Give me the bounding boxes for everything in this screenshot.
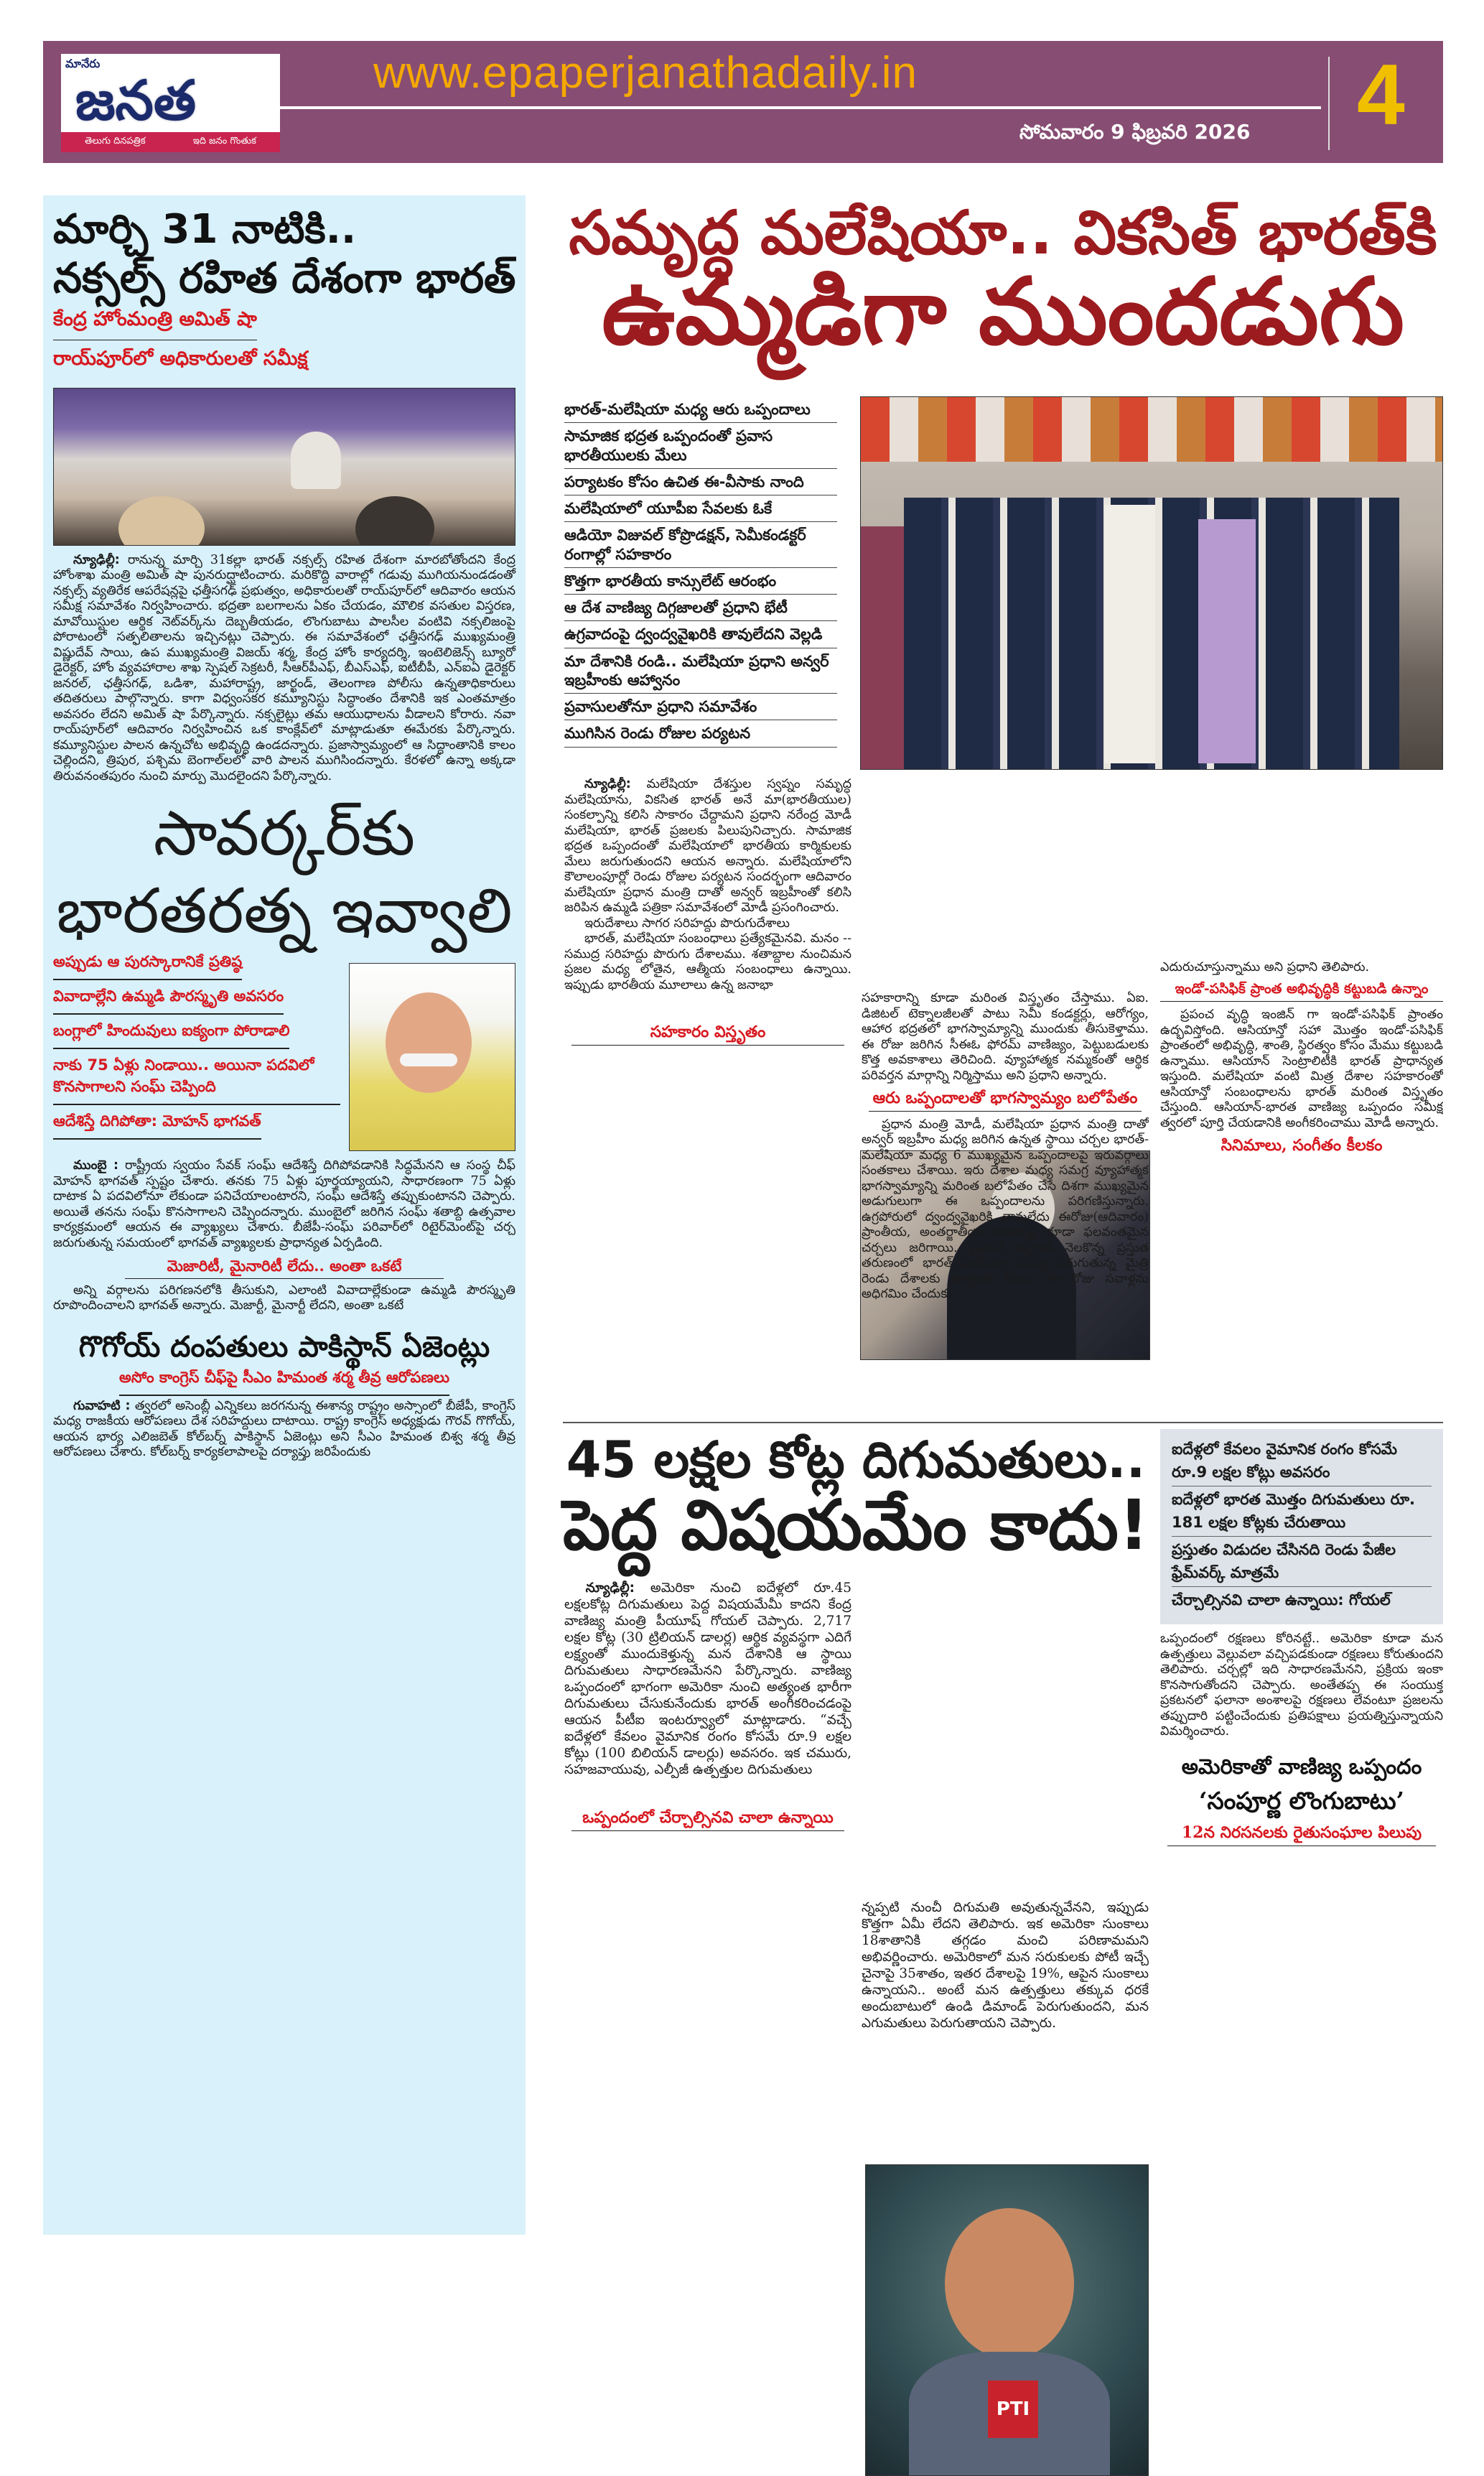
- highlight-item: పర్యాటకం కోసం ఉచిత ఈ-వీసాకు నాంది: [564, 469, 837, 495]
- newspaper-logo[interactable]: [61, 54, 280, 152]
- goyal-body-col2: [862, 1899, 1149, 2233]
- logo-prefix: మానేరు: [65, 57, 101, 70]
- body-text: సహకారాన్ని కూడా మరింత విస్తృతం చేస్తాము. ఏఐ. డిజిటల్ టెక్నాలజీలతో పాటు సెమీ కండక్టర్లు, ఆరోగ్యం, ఆహార భద్రతలో భాగస్వామ్యాన్ని ముందుకు తీసుకెళ్తాము. ఈ రోజు జరిగిన సీఈఓ ఫోరమ్ వాణిజ్యం, పెట్టుబడులకు కొత్త అవకాశాలు తెరిచింది. వ్యూహాత్మక నమ్మకంతో ఆర్థిక పరివర్తన మార్గాన్ని నిర్మిస్తాము అని ప్రధాని అన్నారు.: [862, 991, 1149, 1083]
- highlight-item: ఆ దేశ వాణిజ్య దిగ్గజాలతో ప్రధాని భేటీ: [564, 595, 837, 621]
- naxal-article: [53, 195, 515, 784]
- highlight-item: చేర్చాల్సినవి చాలా ఉన్నాయి: గోయల్: [1172, 1591, 1391, 1609]
- body-text: రాష్ట్రీయ స్వయం సేవక్ సంఘ్ ఆదేశిస్తే దిగిపోవడానికి సిద్ధమేనని ఆ సంస్థ చీఫ్ మోహన్ భాగవత్ స్పష్టం చేశారు. తనకు 75 ఏళ్లు పూర్తయ్యాయని, సాధారణంగా 75 ఏళ్లు దాటాక ఏ పదవిలోనూ లేకుండా పనిచేయాలంటారని, సంఘ్ ఆదేశిస్తే తప్పుకుంటానని చెప్పారు. అయితే తనను సంఘ్ కొనసాగాలని చెప్పిందన్నారు. ముంబైలో జరిగిన సంఘ్ శతాబ్ది ఉత్సవాల కార్యక్రమంలో ఆయన ఈ వ్యాఖ్యలు చేశారు. బీజేపీ-సంఘ్ పరివార్‌లో రిటైర్‌మెంట్‌పై చర్చ జరుగుతున్న సమయంలో భాగవత్ వ్యాఖ్యలకు ప్రాధాన్యత ఏర్పడింది.: [53, 1158, 515, 1250]
- body-text: ఎదురుచూస్తున్నాము అని ప్రధాని తెలిపారు.: [1160, 960, 1370, 974]
- goyal-body-col3: [1160, 1632, 1443, 2235]
- body-text: ప్రధాన మంత్రి మోడీ, మలేషియా ప్రధాన మంత్రి దాతో అన్వర్ ఇబ్రహీం మధ్య జరిగిన ఉన్నత స్థాయి చర్చల భారత్-మలేషియా మధ్య 6 ముఖ్యమైన ఒప్పందాలపై ఇరువర్గాలు సంతకాలు చేశాయి. ఇరు దేశాల మధ్య సమగ్ర వ్యూహాత్మక భాగస్వామ్యాన్ని మరింత బలోపేతం చేసే దిశగా ముఖ్యమైన అడుగులుగా ఈ ఒప్పందాలను పరిగణిస్తున్నారు. ఉగ్రపోరులో ద్వంద్వవైఖరికి తావులేదు ఈరోజు(ఆదివారం) ప్రాంతీయ, అంతర్జాతీయ అంశాలపై కూడా ఫలవంతమైన చర్చలు జరిగాయి. ప్రపంచ అస్థిరత నెలకొన్న ప్రస్తుత తరుణంలో భారత్-మలేషియా మధ్య పెరుగుతున్న మైత్రి రెండు దేశాలకు అత్యంత కీలకం. ఈ రోజు సవాళ్లను అధిగమిం చేందుకు: [862, 1117, 1149, 1301]
- highlight-item: కొత్తగా భారతీయ కాన్సులేట్ ఆరంభం: [564, 568, 837, 595]
- body-text: ఇరుదేశాలు సాగర సరిహద్దు పొరుగుదేశాలు: [584, 916, 790, 931]
- malaysia-body-col3: [1160, 777, 1443, 1416]
- malaysia-headline-line1: సమృద్ధ మలేషియా.. వికసిత్ భారత్‌కి: [569, 197, 1437, 268]
- savarkar-subhead: ఆదేశిస్తే దిగిపోతా: మోహన్ భాగవత్: [53, 1108, 261, 1140]
- savarkar-subhead: నాకు 75 ఏళ్లు నిండాయి.. అయినా పదవిలో కొనసాగాలని సంఘ్ చెప్పింది: [53, 1052, 340, 1105]
- naxal-body: [53, 553, 515, 785]
- subhead-six-agreements: ఆరు ఒప్పందాలతో భాగస్వామ్యం బలోపేతం: [869, 1088, 1142, 1112]
- highlight-item: మా దేశానికి రండి.. మలేషియా ప్రధాని అన్వర్ ఇబ్రహీంకు ఆహ్వానం: [564, 648, 837, 694]
- farmers-subhead: 12న నిరసనలకు రైతుసంఘాల పిలుపు: [1167, 1823, 1436, 1846]
- dateline: న్యూఢిల్లీ:: [585, 1581, 635, 1596]
- naxal-headline-line2: నక్సల్స్ రహిత దేశంగా భారత్: [53, 253, 516, 303]
- savarkar-headline-line1: సావర్కర్‌కు: [153, 798, 416, 870]
- dateline: న్యూఢిల్లీ:: [584, 777, 631, 791]
- issue-date: సోమవారం 9 ఫిబ్రవరి 2026: [1019, 120, 1251, 144]
- malaysia-headline: [563, 197, 1443, 366]
- left-column: [43, 195, 526, 2235]
- savarkar-subhead: వివాదాల్లేని ఉమ్మడి పౌరస్మృతి అవసరం: [53, 983, 284, 1015]
- dateline: ముంబై :: [73, 1158, 119, 1173]
- body-text: రానున్న మార్చి 31కల్లా భారత్ నక్సల్స్ రహిత దేశంగా మారబోతోందని కేంద్ర హోంశాఖ మంత్రి అమిత్ షా పునరుద్ఘాటించారు. మరికొద్ది వారాల్లో గడువు ముగియనుండడంతో నక్సల్స్ వ్యతిరేక ఆపరేషన్లపై ఛత్తీసగఢ్ ప్రభుత్వం, అధికారులతో రాయ్‌పూర్‌లో ఆదివారం ఆయన సమీక్ష సమావేశం నిర్వహించారు. భద్రతా బలగాలను ఏకం చేయడం, మౌలిక వసతుల విస్తరణ, మావోయిస్టుల ఆర్థిక నెట్‌వర్క్‌ను దెబ్బతీయడం, లొంగుబాటు పాలసీల వంటివి నక్సలిజంపై పోరాటంలో సత్ఫలితాలను ఇచ్చినట్లు చెప్పారు. ఈ సమావేశంలో ఛత్తీసగఢ్ ముఖ్యమంత్రి విష్ణుదేవ్ సాయి, ఉప ముఖ్యమంత్రి విజయ్ శర్మ, కేంద్ర హోం కార్యదర్శి, ఇంటెలిజెన్స్ బ్యూరో డైరెక్టర్, హోం వ్యవహారాల శాఖ స్పెషల్ సెక్రటరీ, సీఆర్‌పీఎఫ్, బీఎస్ఎఫ్, ఐటీబీపీ, ఎన్ఐఏ డైరెక్టర్ జనరల్, ఛత్తీసగఢ్, ఒడిశా, మహారాష్ట్ర, జార్ఖండ్, తెలంగాణ పోలీసు ఉన్నతాధికారులు తదితరులు పాల్గొన్నారు. కాగా విధ్వంసకర కమ్యూనిస్టు సిద్ధాంతం దేశానికి ఇక ఎంతమాత్రం అవసరం లేదని అమిత్ షా పేర్కొన్నారు. నక్సలైట్లు తమ ఆయుధాలను వీడాలని కోరారు. నవా రాయ్‌పూర్‌లో ఆదివారం నిర్వహించిన ఒక కాంక్లేవ్‌లో మాట్లాడుతూ ఈమేరకు పేర్కొన్నారు. కమ్యూనిస్టుల పాలన ఉన్నచోట అభివృద్ధి ఉండదన్నారు. ప్రజాస్వామ్యంలో ఆ సిద్ధాంతానికి కాలం చెల్లిందని, త్రిపుర, పశ్చిమ బెంగాల్‌లలో వారి పాలన ముగిసిందన్నారు. కేరళలో ఉన్నా అక్కడా తిరువనంతపురం నుంచి మార్పు మొదలైందని పేర్కొన్నారు.: [53, 552, 515, 783]
- page-number: 4: [1357, 47, 1405, 143]
- highlight-item: సామాజిక భద్రత ఒప్పందంతో ప్రవాస భారతీయులకు మేలు: [564, 423, 837, 469]
- section-divider: [563, 1422, 1443, 1423]
- malaysia-highlights: [564, 396, 837, 770]
- highlight-item: భారత్-మలేషియా మధ్య ఆరు ఒప్పందాలు: [564, 396, 837, 423]
- highlight-item: ప్రవాసులతోనూ ప్రధాని సమావేశం: [564, 694, 837, 720]
- savarkar-subhead: బంగ్లాలో హిందువులు ఐక్యంగా పోరాడాలి: [53, 1018, 289, 1049]
- goyal-headline-line1: 45 లక్షల కోట్ల దిగుమతులు..: [566, 1430, 1146, 1489]
- gogoi-body: [53, 1399, 515, 1461]
- savarkar-body: [53, 1158, 515, 1314]
- savarkar-subhead-majority: మెజారిటీ, మైనారిటీ లేదు.. అంతా ఒకటే: [125, 1255, 444, 1279]
- modi-malaysia-group-photo: [860, 396, 1443, 770]
- logo-tagline-band: [61, 132, 280, 152]
- masthead: [43, 41, 1443, 163]
- goyal-headline: [563, 1430, 1149, 1565]
- body-text: భారత్, మలేషియా సంబంధాలు ప్రత్యేకమైనవి. మనం -- సముద్ర సరిహద్దు పొరుగు దేశాలము. శతాబ్దాల నుంచిమన ప్రజల మధ్య లోతైన, ఆత్మీయ సంబంధాలు ఉన్నాయి. ఇప్పుడు భారతీయ మూలాలు ఉన్న జనాభా: [564, 931, 851, 992]
- pti-mic-label: PTI: [988, 2380, 1038, 2438]
- naxal-subhead: కేంద్ర హోంమంత్రి అమిత్ షా: [53, 304, 257, 340]
- naxal-subhead: రాయ్‌పూర్‌లో అధికారులతో సమీక్ష: [53, 347, 308, 370]
- farmers-headline-line1: అమెరికాతో వాణిజ్య ఒప్పందం: [1181, 1754, 1422, 1779]
- logo-tagline-right: ఇది జనం గొంతుక: [192, 136, 256, 146]
- highlight-item: ఆడియో విజువల్ కోప్రొడక్షన్, సెమీకండక్టర్ రంగాల్లో సహకారం: [564, 522, 837, 568]
- malaysia-body-col2: [862, 991, 1149, 1415]
- highlight-item: ఉగ్రవాదంపై ద్వంద్వవైఖరికి తావులేదని వెల్లడి: [564, 621, 837, 648]
- farmers-headline-line2: ‘సంపూర్ణ లొంగుబాటు’: [1198, 1786, 1405, 1815]
- malaysia-body-col1: [564, 777, 851, 1416]
- subhead-indo-pacific: ఇండో-పసిఫిక్ ప్రాంత అభివృద్ధికి కట్టుబడి ఉన్నాం: [1160, 979, 1443, 1002]
- body-text: త్వరలో అసెంబ్లీ ఎన్నికలు జరగనున్న ఈశాన్య రాష్ట్రం అస్సాంలో బీజేపీ, కాంగ్రెస్ మధ్య రాజకీయ ఆరోపణలు దేశ సరిహద్దులు దాటాయి. రాష్ట్ర కాంగ్రెస్ అధ్యక్షుడు గౌరవ్ గొగోయ్, ఆయన భార్య ఎలిజబెత్ కోల్‌బర్న్ పాకిస్థాన్ ఏజెంట్లు అని సీఎం హిమంత బిశ్వ శర్మ తీవ్ర ఆరోపణలు చేశారు. కోల్‌బర్న్ కార్యకలాపాలపై దర్యాప్తు జరిపేందుకు: [53, 1398, 516, 1460]
- gogoi-article: [53, 1330, 515, 1461]
- masthead-divider: [280, 106, 1321, 109]
- goyal-headline-line2: పెద్ద విషయమేం కాదు!: [563, 1485, 1149, 1565]
- site-url[interactable]: www.epaperjanathadaily.in: [373, 48, 918, 98]
- dateline: గువాహటి :: [73, 1398, 131, 1413]
- amit-shah-meeting-photo: [53, 388, 515, 546]
- body-text: ఒప్పందంలో రక్షణలు కోరినట్టే.. అమెరికా కూడా మన ఉత్పత్తులు వెల్లువలా వచ్చిపడకుండా రక్షణలు కోరుతుందని తెలిపారు. చర్చల్లో ఇది సాధారణమేనని, ప్రక్రియ ఇంకా కొనసాగుతోందని చెప్పారు. అంతేతప్ప ఈ సంయుక్త ప్రకటనలో ఫలానా అంశాలపై రక్షణలు లేవంటూ ప్రజలను తప్పుదారి పట్టించేందుకు ప్రతిపక్షాలు ప్రయత్నిస్తున్నాయని విమర్శించారు.: [1160, 1632, 1443, 1739]
- goyal-highlights-box: [1160, 1429, 1443, 1624]
- body-text: న్నప్పటి నుంచీ దిగుమతి అవుతున్నవేనని, ఇప్పుడు కొత్తగా ఏమీ లేదని తెలిపారు. ఇక అమెరికా సుంకాలు 18శాతానికి తగ్గడం మంచి పరిణామమని అభివర్ణించారు. అమెరికాలో మన సరుకులకు పోటీ ఇచ్చే చైనాపై 35శాతం, ఇతర దేశాలపై 19%, ఆపైన సుంకాలు ఉన్నాయని.. అంటే మన ఉత్పత్తులు తక్కువ ధరకే అందుబాటులో ఉండి డిమాండ్ పెరుగుతుందని, మన ఎగుమతులు పెరుగుతాయని చెప్పారు.: [862, 1900, 1149, 2031]
- body-text: అన్ని వర్గాలను పరిగణనలోకి తీసుకుని, ఎలాంటి వివాదాల్లేకుండా ఉమ్మడి పౌరస్మృతి రూపొందించాలని భాగవత్ అన్నారు. మెజార్టీ, మైనార్టీ లేదని, అంతా ఒకటే: [53, 1283, 515, 1313]
- savarkar-headline-line2: భారతరత్న ఇవ్వాలి: [56, 875, 513, 948]
- gogoi-subhead: అసోం కాంగ్రెస్ చీఫ్‌పై సీఎం హిమంత శర్మ తీవ్ర ఆరోపణలు: [119, 1364, 449, 1396]
- gogoi-headline: గొగోయ్ దంపతులు పాకిస్థాన్ ఏజెంట్లు: [78, 1330, 490, 1364]
- naxal-headline-line1: మార్చి 31 నాటికి..: [53, 206, 357, 253]
- goyal-subhead: ఒప్పందంలో చేర్చాల్సినవి చాలా ఉన్నాయి: [571, 1807, 844, 1831]
- body-text: ప్రపంచ వృద్ధి ఇంజిన్ గా ఇండో-పసిఫిక్ ప్రాంతం ఉద్భవిస్తోంది. ఆసియాన్తో సహా మొత్తం ఇండో-పసిఫిక్ ప్రాంతంలో అభివృద్ధి, శాంతి, స్థిరత్వం కోసం మేము కట్టుబడి ఉన్నాము. ఆసియాన్ సెంట్రాలిటీకి భారత్ ప్రాధాన్యత ఇస్తుంది. మలేషియా వంటి మిత్ర దేశాల సహకారంతో ఆసియాన్తో సంబంధాలను భారత్ మరింత విస్తృతం చేస్తుంది. ఆసియాన్-భారత వాణిజ్య ఒప్పందం సమీక్ష త్వరలో పూర్తి చేయడానికి అంగీకరించాము మోడీ అన్నారు.: [1160, 1007, 1443, 1130]
- body-text: మలేషియా దేశస్తుల స్వప్నం సమృద్ధ మలేషియాను, వికసిత భారత్ అనే మా(భారతీయుల) సంకల్పాన్ని కలిసి సాకారం చేద్దామని ప్రధాని నరేంద్ర మోడీ మలేషియా, భారత్ ప్రజలకు పిలుపునిచ్చారు. సామాజిక భద్రత ఒప్పందంతో మలేషియాలో భారతీయ కార్మికులకు మేలు జరుగుతుందని ఆయన అన్నారు. మలేషియాలోని కౌలాలంపూర్లో రెండు రోజుల పర్యటన సందర్భంగా ఆదివారం మలేషియా ప్రధాన మంత్రి దాతో అన్వర్ ఇబ్రహీంతో కలిసి జరిపిన ఉమ్మడి పత్రికా సమావేశంలో మోడీ ప్రసంగించారు.: [564, 777, 851, 915]
- savarkar-article: [53, 794, 515, 1313]
- mohan-bhagwat-photo: [349, 963, 515, 1151]
- highlight-item: ముగిసిన రెండు రోజుల పర్యటన: [564, 720, 837, 747]
- dateline: న్యూఢిల్లీ:: [73, 552, 120, 567]
- logo-title: జనత: [75, 68, 197, 132]
- highlight-item: ఐదేళ్లలో భారత మొత్తం దిగుమతులు రూ. 181 లక్షల కోట్లకు చేరుతాయి: [1172, 1486, 1432, 1537]
- highlight-item: ఐదేళ్లలో కేవలం వైమానిక రంగం కోసమే రూ.9 లక్షల కోట్లు అవసరం: [1172, 1436, 1432, 1486]
- savarkar-subhead: అప్పుడు ఆ పురస్కారానికే ప్రతిష్ఠ: [53, 949, 242, 980]
- malaysia-headline-line2: ఉమ్మడిగా ముందడుగు: [602, 259, 1404, 366]
- highlight-item: ప్రస్తుతం విడుదల చేసినది రెండు పేజీల ఫ్రేమ్‌వర్క్ మాత్రమే: [1172, 1537, 1432, 1587]
- goyal-body-col1: [564, 1580, 851, 2233]
- highlight-item: మలేషియాలో యూపీఐ సేవలకు ఓకే: [564, 495, 837, 522]
- body-text: అమెరికా నుంచి ఐదేళ్లలో రూ.45 లక్షలకోట్ల దిగుమతులు పెద్ద విషయమేమీ కాదని కేంద్ర వాణిజ్య మంత్రి పీయూష్ గోయల్ చెప్పారు. 2,717 లక్షల కోట్ల (30 ట్రిలియన్ డాలర్ల) ఆర్థిక వ్యవస్థగా ఎదిగే లక్ష్యంతో ముందుకెళ్తున్న మన దేశానికి ఆ స్థాయి దిగుమతులు సాధారణమేనని పేర్కొన్నారు. వాణిజ్య ఒప్పందంలో భాగంగా అమెరికా నుంచి అత్యంత భారీగా దిగుమతులు చేసుకునేందుకు భారత్ అంగీకరించడంపై ఆయన పీటీఐ ఇంటర్వ్యూలో మాట్లాడారు. “వచ్చే ఐదేళ్లలో కేవలం వైమానిక రంగం కోసమే రూ.9 లక్షల కోట్లు (100 బిలియన్ డాలర్లు) అవసరం. ఇక చమురు, సహజవాయువు, ఎల్పీజీ ఉత్పత్తుల దిగుమతులు: [564, 1581, 851, 1777]
- masthead-vertical-divider: [1328, 57, 1330, 150]
- logo-tagline-left: తెలుగు దినపత్రిక: [85, 136, 146, 146]
- subhead-cooperation: సహకారం విస్తృతం: [571, 1022, 844, 1046]
- subhead-cinema: సినిమాలు, సంగీతం కీలకం: [1221, 1136, 1383, 1155]
